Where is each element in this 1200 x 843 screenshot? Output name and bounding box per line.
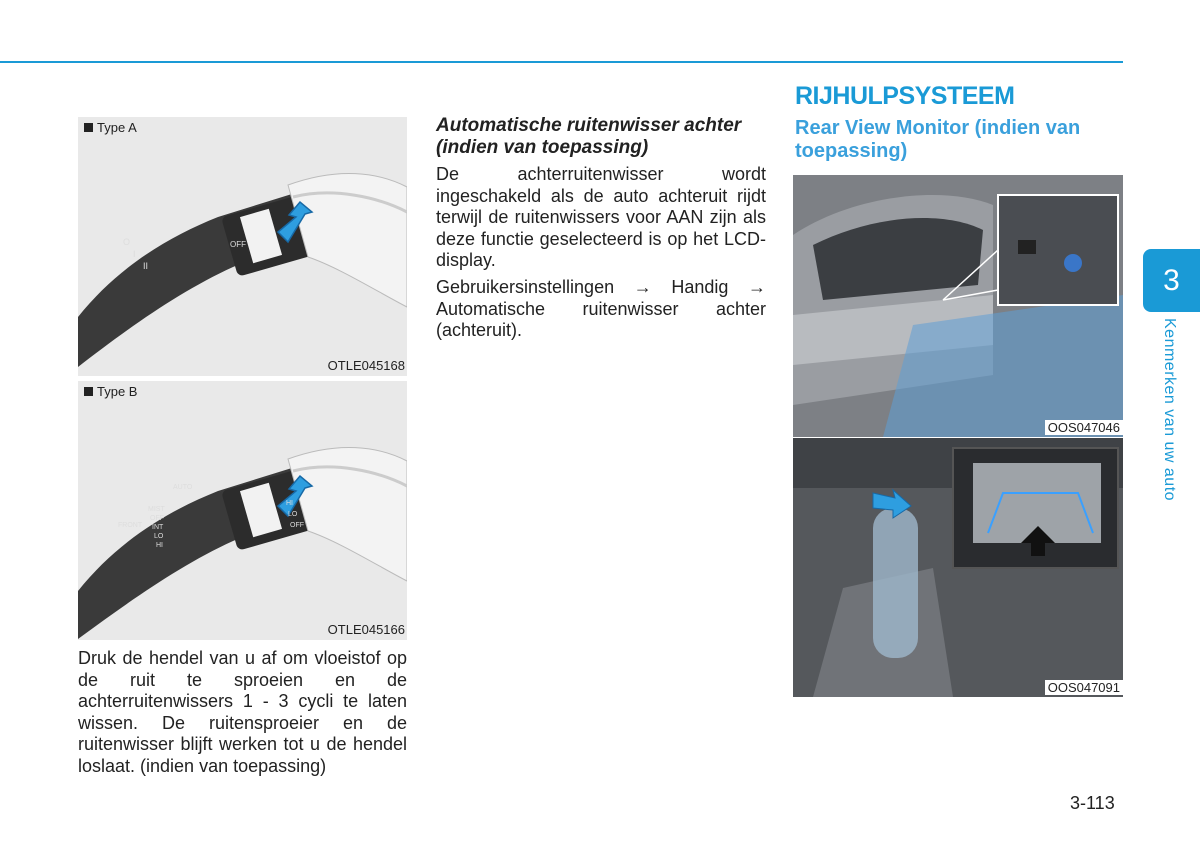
subsection-title: Automatische ruitenwisser achter (indien van toepassing): [436, 115, 742, 158]
figure-code: OTLE045168: [327, 358, 405, 373]
figure-type-a: [78, 117, 407, 376]
lever-label: AUTO: [173, 484, 193, 491]
figure-type-label: Type B: [84, 384, 137, 399]
bullet-square-icon: [84, 387, 93, 396]
lever-label: LO: [288, 511, 298, 518]
lever-label: OFF: [290, 522, 304, 529]
lever-label: FRONT: [118, 522, 143, 529]
figure-code: OTLE045166: [327, 622, 405, 637]
body-paragraph: De achterruitenwisser wordt ingeschakeld als de auto achteruit rijdt terwijl de ruitenwissers voor AAN zijn als deze functie geselecteerd is op het LCD-display.: [436, 164, 766, 270]
top-rule: [0, 61, 1123, 63]
page-number: 3-113: [1070, 793, 1115, 813]
gear-shift-photo: [793, 438, 1123, 697]
lever-label: II: [143, 261, 149, 271]
photo-code: OOS047091: [1045, 680, 1123, 695]
lever-label: MIST: [148, 506, 165, 513]
lever-label: OFF: [150, 515, 164, 522]
lever-label: I: [133, 249, 136, 259]
section-title: RIJHULPSYSTEEM: [795, 82, 1015, 110]
figure-type-b: [78, 381, 407, 640]
lever-label: HI: [286, 500, 293, 507]
lever-label: INT: [152, 524, 164, 531]
photo-code: OOS047046: [1045, 420, 1123, 435]
left-body-text: Druk de hendel van u af om vloeistof op de ruit te sproeien en de achterruitenwissers 1 - 3 cycli te laten wissen. De ruitensproeier en de ruitenwisser blijft werken tot u de hendel loslaat. (indien van toepassing): [78, 648, 407, 776]
figure-type-label: Type A: [84, 120, 137, 135]
gear-shift-display-illustration: [793, 438, 1123, 697]
wiper-lever-illustration-b: [78, 381, 407, 640]
lever-label: O: [123, 237, 131, 247]
rear-of-car-illustration: [793, 175, 1123, 437]
chapter-title: Kenmerken van uw auto: [1161, 318, 1178, 502]
wiper-lever-illustration-a: [78, 117, 407, 376]
rear-camera-photo: [793, 175, 1123, 437]
lever-label: LO: [154, 533, 164, 540]
chapter-tab: 3: [1143, 249, 1200, 312]
lever-label: OFF: [230, 240, 246, 249]
feature-title: Rear View Monitor (indien van toepassing): [795, 117, 1081, 162]
lever-label: HI: [156, 542, 163, 549]
bullet-square-icon: [84, 123, 93, 132]
settings-path-paragraph: Gebruikersinstellingen → Handig → Automatische ruitenwisser achter (achteruit).: [436, 277, 766, 340]
